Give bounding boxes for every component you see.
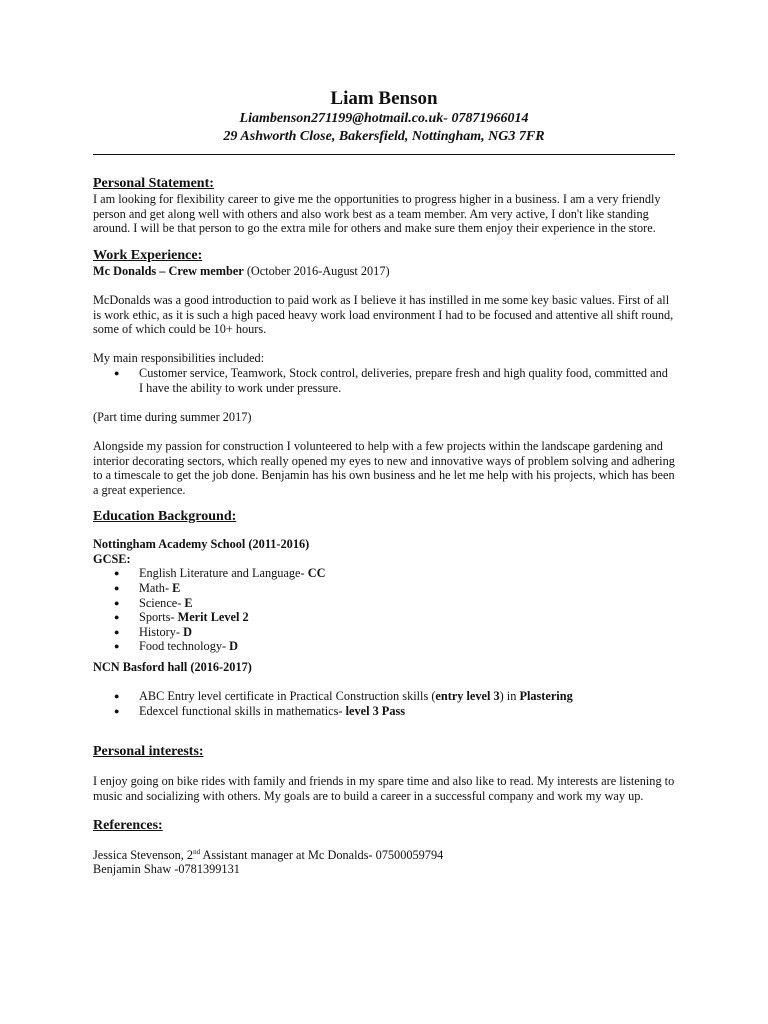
job-dates: (October 2016-August 2017) (246, 263, 390, 278)
college-list (93, 689, 675, 718)
job-title: Mc Donalds – Crew member (93, 263, 244, 278)
list-item: ● Food technology- D (93, 639, 675, 654)
list-item: ● ABC Entry level certificate in Practical Construction skills (entry level 3) in Plastering (93, 689, 675, 704)
gcse-label: GCSE: (93, 551, 131, 566)
reference-1: Jessica Stevenson, 2nd Assistant manager at Mc Donalds- 07500059794 (93, 847, 444, 862)
references-heading: References: (93, 817, 163, 833)
volunteer-text: Alongside my passion for construction I volunteered to help with a few projects within the landscape gardening and interior decorating sectors, which really opened my eyes to new and innovative ways of problem solving and adhering to a timescale to get the job done. Benjamin has his own business and he let me help with his projects, which has been a great experience. (93, 438, 675, 497)
list-item: ● English Literature and Language- CC (93, 566, 675, 581)
list-item: ● Math- E (93, 581, 675, 596)
work-intro: McDonalds was a good introduction to paid work as I believe it has instilled in me some key basic values. First of all is work ethic, as it is such a high paced heavy work load environment I had to be focused and attentive all shift round, some of which could be 10+ hours. (93, 292, 674, 337)
job-line (93, 264, 675, 279)
candidate-name: Liam Benson (330, 88, 438, 109)
responsibilities-label: My main responsibilities included: (93, 351, 265, 366)
reference-2: Benjamin Shaw -0781399131 (93, 862, 240, 877)
personal-statement-text: I am looking for flexibility career to give me the opportunities to progress higher in a business. I am a very friendly person and get along well with others and also work best as a team member. Am very active, I don't like standing around. I will be that person to go the extra mile for others and make sure them enjoy their experience in the store. (93, 192, 661, 236)
school-name: Nottingham Academy School (2011-2016) (93, 537, 310, 552)
gcse-list (93, 566, 675, 654)
list-item: ● Edexcel functional skills in mathematics- level 3 Pass (93, 704, 675, 719)
list-item: ● Customer service, Teamwork, Stock control, deliveries, prepare fresh and high quality food, committed and I have the ability to work under pressure. (93, 366, 675, 395)
contact-address: 29 Ashworth Close, Bakersfield, Nottingham, NG3 7FR (223, 129, 545, 144)
part-time-note: (Part time during summer 2017) (93, 409, 252, 424)
responsibilities-list (93, 366, 675, 395)
contact-email-phone: Liambenson271199@hotmail.co.uk- 07871966014 (239, 111, 529, 126)
list-item: ● Science- E (93, 596, 675, 611)
personal-statement-heading: Personal Statement: (93, 176, 214, 191)
college-name: NCN Basford hall (2016-2017) (93, 660, 252, 675)
list-item: ● Sports- Merit Level 2 (93, 610, 675, 625)
work-experience-heading: Work Experience: (93, 247, 203, 263)
cv-document (93, 88, 675, 877)
education-heading: Education Background: (93, 509, 237, 525)
list-item: ● History- D (93, 625, 675, 640)
personal-interests-text: I enjoy going on bike rides with family and friends in my spare time and also like to read. My interests are listening to music and socializing with others. My goals are to build a career in a successful company and work my way up. (93, 774, 675, 803)
personal-interests-heading: Personal interests: (93, 744, 204, 760)
